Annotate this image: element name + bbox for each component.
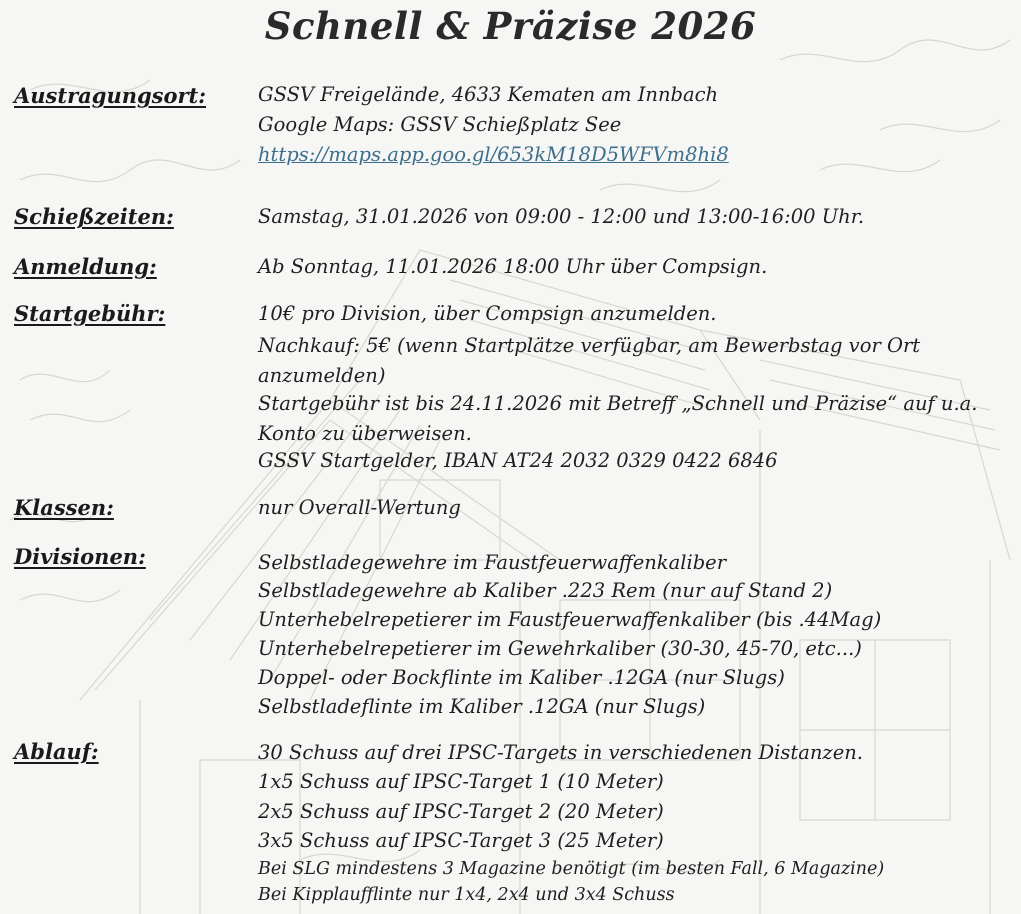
anmeldung-label: Anmeldung: (14, 254, 157, 279)
page-title: Schnell & Präzise 2026 (264, 4, 757, 48)
ablauf-item: Bei SLG mindestens 3 Magazine benötigt (im besten Fall, 6 Magazine) (258, 859, 885, 879)
austragungsort-line1: GSSV Freigelände, 4633 Kematen am Innbach (258, 83, 719, 106)
division-item: Selbstladegewehre ab Kaliber .223 Rem (nur auf Stand 2) (258, 579, 833, 602)
divisionen-label: Divisionen: (14, 544, 146, 569)
anmeldung-text: Ab Sonntag, 11.01.2026 18:00 Uhr über Compsign. (258, 255, 768, 278)
startgebuehr-line3: Startgebühr ist bis 24.11.2026 mit Betreff „Schnell und Präzise“ auf u.a. Konto zu überweisen. (258, 392, 978, 445)
schiesszeiten-text: Samstag, 31.01.2026 von 09:00 - 12:00 und 13:00-16:00 Uhr. (258, 205, 865, 228)
austragungsort-link-row (258, 140, 1020, 170)
division-item: Unterhebelrepetierer im Gewehrkaliber (30-30, 45-70, etc...) (258, 637, 862, 660)
ablauf-item: 3x5 Schuss auf IPSC-Target 3 (25 Meter) (258, 829, 664, 852)
google-maps-link[interactable]: https://maps.app.goo.gl/653kM18D5WFVm8hi8 (258, 143, 729, 166)
division-item: Doppel- oder Bockflinte im Kaliber .12GA (nur Slugs) (258, 666, 785, 689)
klassen-text: nur Overall-Wertung (258, 496, 461, 519)
division-item: Selbstladegewehre im Faustfeuerwaffenkaliber (258, 551, 727, 574)
division-item: Selbstladeflinte im Kaliber .12GA (nur Slugs) (258, 695, 706, 718)
schiesszeiten-label: Schießzeiten: (14, 204, 174, 229)
klassen-label: Klassen: (14, 495, 114, 520)
startgebuehr-line1: 10€ pro Division, über Compsign anzumelden. (258, 302, 717, 325)
startgebuehr-line2: Nachkauf: 5€ (wenn Startplätze verfügbar, am Bewerbstag vor Ort anzumelden) (258, 334, 921, 387)
division-item: Unterhebelrepetierer im Faustfeuerwaffenkaliber (bis .44Mag) (258, 608, 882, 631)
ablauf-item: 30 Schuss auf drei IPSC-Targets in verschiedenen Distanzen. (258, 741, 863, 764)
ablauf-label: Ablauf: (14, 739, 99, 764)
startgebuehr-line4: GSSV Startgelder, IBAN AT24 2032 0329 0422 6846 (258, 449, 778, 472)
ablauf-item: 1x5 Schuss auf IPSC-Target 1 (10 Meter) (258, 770, 664, 793)
austragungsort-label: Austragungsort: (14, 83, 207, 108)
ablauf-item: 2x5 Schuss auf IPSC-Target 2 (20 Meter) (258, 800, 664, 823)
austragungsort-line2: Google Maps: GSSV Schießplatz See (258, 113, 622, 136)
ablauf-item: Bei Kipplaufflinte nur 1x4, 2x4 und 3x4 Schuss (258, 885, 675, 905)
startgebuehr-label: Startgebühr: (14, 301, 166, 326)
